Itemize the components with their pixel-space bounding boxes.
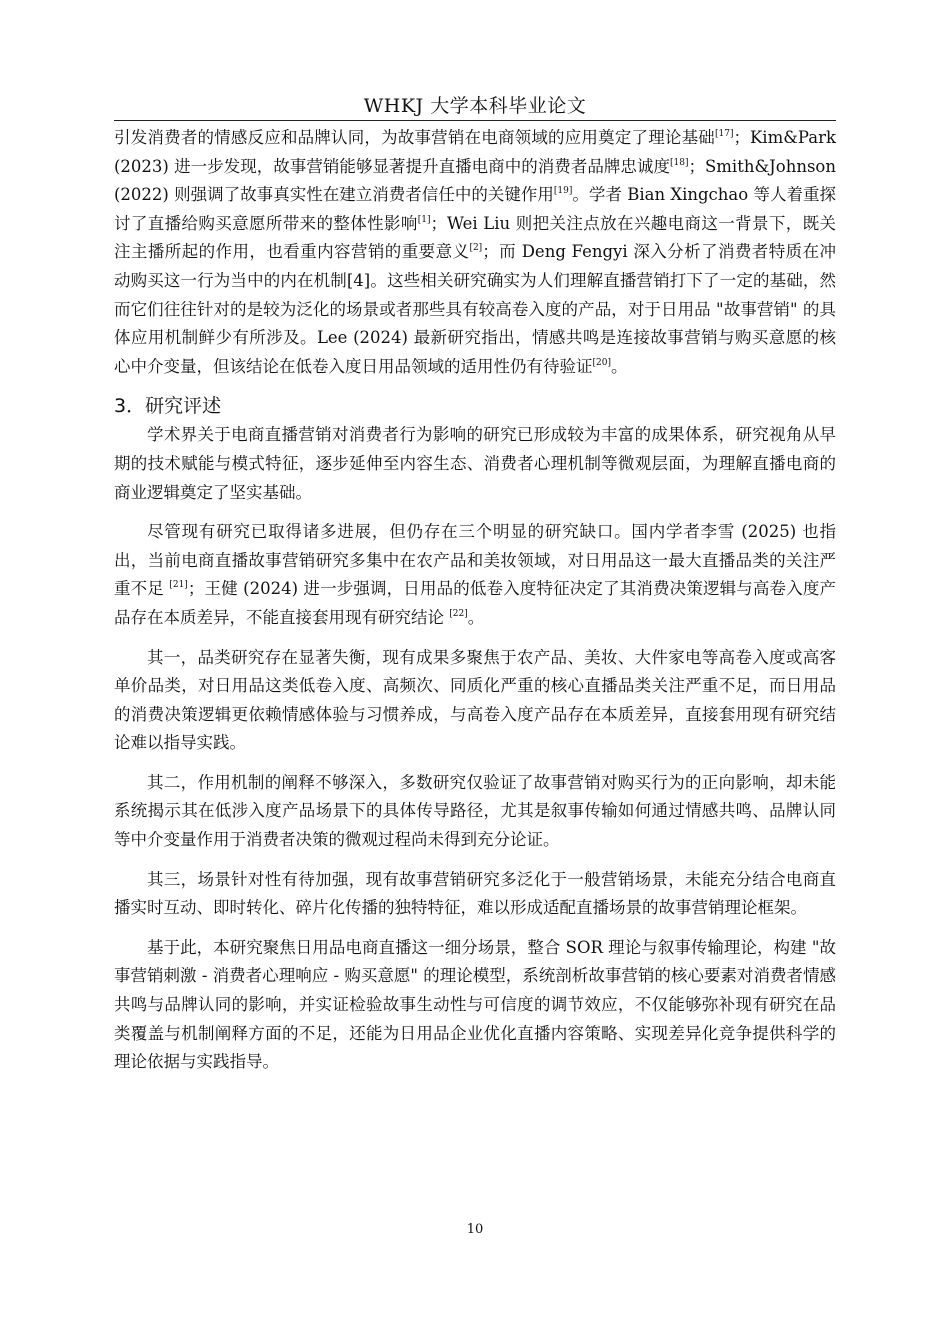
paragraph-5: 其二，作用机制的阐释不够深入，多数研究仅验证了故事营销对购买行为的正向影响，却未能系统揭示其在低涉入度产品场景下的具体传导路径，尤其是叙事传输如何通过情感共鸣、品牌认同等中介变量作用于消费者决策的微观过程尚未得到充分论证。 — [114, 772, 836, 850]
paragraph-3 — [114, 518, 836, 632]
citation: [1] — [417, 214, 431, 225]
header-title: WHKJ 大学本科毕业论文 — [363, 95, 587, 117]
citation: [18] — [670, 157, 689, 168]
paragraph-7: 基于此，本研究聚焦日用品电商直播这一细分场景，整合 SOR 理论与叙事传输理论，构建 "故事营销刺激 - 消费者心理响应 - 购买意愿" 的理论模型，系统剖析故事营销的核心要素对消费者情感共鸣与品牌认同的影响，并实证检验故事生动性与可信度的调节效应，不仅能够弥补现有研究在品类覆盖与机制阐释方面的不足，还能为日用品企业优化直播内容策略、实现差异化竞争提供科学的理论依据与实践指导。 — [114, 937, 836, 1072]
p3-seg3: 。 — [467, 607, 485, 627]
page-number: 10 — [466, 1222, 484, 1237]
p1-seg4: 。学者 Bian Xingchao 等人着重探讨了直播给购买意愿所带来的整体性影响 — [114, 185, 836, 233]
paragraph-6: 其三，场景针对性有待加强，现有故事营销研究多泛化于一般营销场景，未能充分结合电商直播实时互动、即时转化、碎片化传播的独特特征，难以形成适配直播场景的故事营销理论框架。 — [114, 869, 836, 918]
page-header — [114, 91, 836, 121]
p1-seg6: ；而 Deng Fengyi 深入分析了消费者特质在冲动购买这一行为当中的内在机制[4]。这些相关研究确实为人们理解直播营销打下了一定的基础，然而它们往往针对的是较为泛化的场景或者那些具有较高卷入度的产品，对于日用品 "故事营销" 的具体应用机制鲜少有所涉及。Lee (2024) 最新研究指出，情感共鸣是连接故事营销与购买意愿的核心中介变量，但该结论在低卷入度日用品领域的适用性仍有待验证 — [114, 242, 837, 376]
citation: [20] — [592, 357, 611, 368]
p1-seg5: ；Wei Liu 则把关注点放在兴趣电商这一背景下，既关注主播所起的作用，也看重内容营销的重要意义 — [114, 213, 836, 262]
paragraph-4: 其一，品类研究存在显著失衡，现有成果多聚焦于农产品、美妆、大件家电等高卷入度或高客单价品类，对日用品这类低卷入度、高频次、同质化严重的核心直播品类关注严重不足，而日用品的消费决策逻辑更依赖情感体验与习惯养成，与高卷入度产品存在本质差异，直接套用现有研究结论难以指导实践。 — [114, 647, 836, 753]
citation: [17] — [714, 129, 734, 139]
p3-seg1: 尽管现有研究已取得诸多进展，但仍存在三个明显的研究缺口。国内学者李雪 (2025) 也指出，当前电商直播故事营销研究多集中在农产品和美妆领域，对日用品这一最大直播品类的关注严重不足 — [114, 522, 836, 599]
p1-seg1: 引发消费者的情感反应和品牌认同，为故事营销在电商领域的应用奠定了理论基础 — [114, 128, 715, 147]
paragraph-1 — [114, 124, 836, 381]
p3-seg2: ；王健 (2024) 进一步强调，日用品的低卷入度特征决定了其消费决策逻辑与高卷入度产品存在本质差异，不能直接套用现有研究结论 — [114, 579, 836, 627]
p1-seg3: ；Smith&Johnson (2022) 则强调了故事真实性在建立消费者信任中的关键作用 — [114, 156, 836, 205]
citation: [22] — [449, 608, 468, 619]
page-body — [114, 124, 836, 1077]
citation: [21] — [169, 580, 188, 591]
section-heading: 3．研究评述 — [114, 395, 222, 418]
citation: [2] — [469, 243, 483, 254]
p1-seg2: ；Kim&Park (2023) 进一步发现，故事营销能够显著提升直播电商中的消费者品牌忠诚度 — [114, 128, 836, 176]
p1-seg7: 。 — [610, 356, 628, 376]
paragraph-2: 学术界关于电商直播营销对消费者行为影响的研究已形成较为丰富的成果体系，研究视角从早期的技术赋能与模式特征，逐步延伸至内容生态、消费者心理机制等微观层面，为理解直播电商的商业逻辑奠定了坚实基础。 — [114, 425, 836, 502]
citation: [19] — [553, 186, 573, 197]
